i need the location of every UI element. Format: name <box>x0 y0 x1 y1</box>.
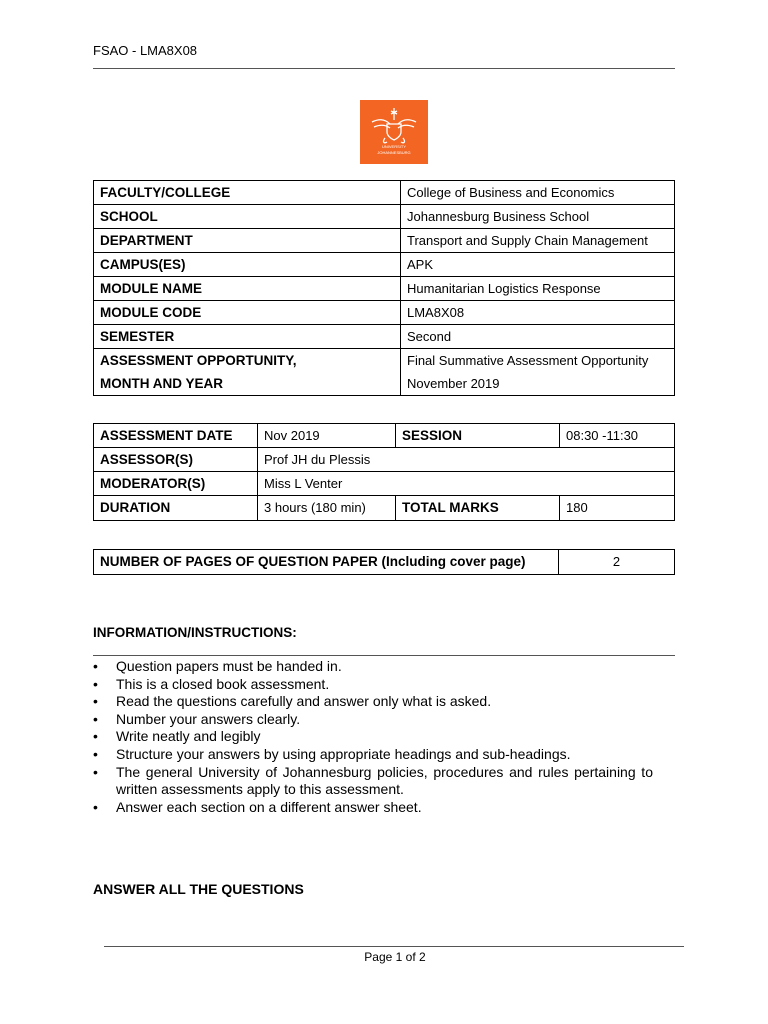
label-duration: DURATION <box>94 496 258 521</box>
bullet-icon: • <box>93 798 98 815</box>
value-assessment-date: Nov 2019 <box>258 424 396 448</box>
list-item <box>93 658 653 676</box>
instruction-text: This is a closed book assessment. <box>116 675 330 692</box>
table-row <box>94 277 675 301</box>
value-assessor: Prof JH du Plessis <box>258 448 675 472</box>
svg-text:JOHANNESBURG: JOHANNESBURG <box>377 150 411 155</box>
label-faculty: FACULTY/COLLEGE <box>94 181 401 205</box>
table-row <box>94 325 675 349</box>
label-assessment-date: ASSESSMENT DATE <box>94 424 258 448</box>
page-count-table <box>93 549 675 575</box>
label-assessor: ASSESSOR(S) <box>94 448 258 472</box>
university-logo <box>360 100 428 164</box>
table-row <box>94 472 675 496</box>
list-item <box>93 693 653 711</box>
label-session: SESSION <box>396 424 560 448</box>
instruction-text: Write neatly and legibly <box>116 728 261 745</box>
value-department: Transport and Supply Chain Management <box>401 229 675 253</box>
instructions-heading: INFORMATION/INSTRUCTIONS: <box>93 625 297 640</box>
svg-text:UNIVERSITY: UNIVERSITY <box>381 144 407 149</box>
table-row <box>94 181 675 205</box>
table-row <box>94 496 675 521</box>
table-row <box>94 205 675 229</box>
table-row <box>94 301 675 325</box>
instruction-text: Number your answers clearly. <box>116 710 301 727</box>
bullet-icon: • <box>93 728 98 745</box>
value-line-1: Final Summative Assessment Opportunity <box>407 353 649 368</box>
label-assessment-opportunity <box>94 349 401 396</box>
list-item <box>93 728 653 746</box>
label-campus: CAMPUS(ES) <box>94 253 401 277</box>
label-department: DEPARTMENT <box>94 229 401 253</box>
value-campus: APK <box>401 253 675 277</box>
label-moderator: MODERATOR(S) <box>94 472 258 496</box>
bullet-icon: • <box>93 763 98 780</box>
assessment-details-table <box>93 423 675 521</box>
value-duration: 3 hours (180 min) <box>258 496 396 521</box>
footer-divider <box>104 946 684 947</box>
instructions-list <box>93 658 653 816</box>
table-row <box>94 448 675 472</box>
label-module-code: MODULE CODE <box>94 301 401 325</box>
instruction-text: Read the questions carefully and answer only what is asked. <box>116 693 492 710</box>
value-faculty: College of Business and Economics <box>401 181 675 205</box>
document-code: FSAO - LMA8X08 <box>93 43 198 58</box>
value-line-2: November 2019 <box>407 376 500 391</box>
value-total-marks: 180 <box>560 496 675 521</box>
table-row <box>94 229 675 253</box>
bullet-icon: • <box>93 675 98 692</box>
value-semester: Second <box>401 325 675 349</box>
answer-all-heading: ANSWER ALL THE QUESTIONS <box>93 881 304 897</box>
table-row <box>94 253 675 277</box>
list-item <box>93 764 653 799</box>
list-item <box>93 676 653 694</box>
list-item <box>93 711 653 729</box>
bullet-icon: • <box>93 693 98 710</box>
value-school: Johannesburg Business School <box>401 205 675 229</box>
value-module-code: LMA8X08 <box>401 301 675 325</box>
header-divider <box>93 68 675 69</box>
label-module-name: MODULE NAME <box>94 277 401 301</box>
label-school: SCHOOL <box>94 205 401 229</box>
label-line-2: MONTH AND YEAR <box>100 376 224 391</box>
table-row <box>94 349 675 396</box>
table-row <box>94 424 675 448</box>
label-semester: SEMESTER <box>94 325 401 349</box>
bullet-icon: • <box>93 745 98 762</box>
instruction-text: Answer each section on a different answer sheet. <box>116 798 422 815</box>
label-total-marks: TOTAL MARKS <box>396 496 560 521</box>
module-info-table <box>93 180 675 396</box>
label-line-1: ASSESSMENT OPPORTUNITY, <box>100 353 297 368</box>
list-item <box>93 799 653 817</box>
page-number: Page 1 of 2 <box>364 950 426 964</box>
bullet-icon: • <box>93 710 98 727</box>
bullet-icon: • <box>93 658 98 674</box>
value-assessment-opportunity <box>401 349 675 396</box>
value-session: 08:30 -11:30 <box>560 424 675 448</box>
instruction-text: Question papers must be handed in. <box>116 658 342 674</box>
value-module-name: Humanitarian Logistics Response <box>401 277 675 301</box>
label-page-count: NUMBER OF PAGES OF QUESTION PAPER (Including cover page) <box>94 550 559 575</box>
instruction-text: Structure your answers by using appropriate headings and sub-headings. <box>116 745 571 762</box>
list-item <box>93 746 653 764</box>
value-moderator: Miss L Venter <box>258 472 675 496</box>
instructions-divider <box>93 655 675 656</box>
value-page-count: 2 <box>559 550 675 575</box>
instruction-text: The general University of Johannesburg policies, procedures and rules pertaining to written assessments apply to this assessment. <box>116 763 653 798</box>
table-row <box>94 550 675 575</box>
